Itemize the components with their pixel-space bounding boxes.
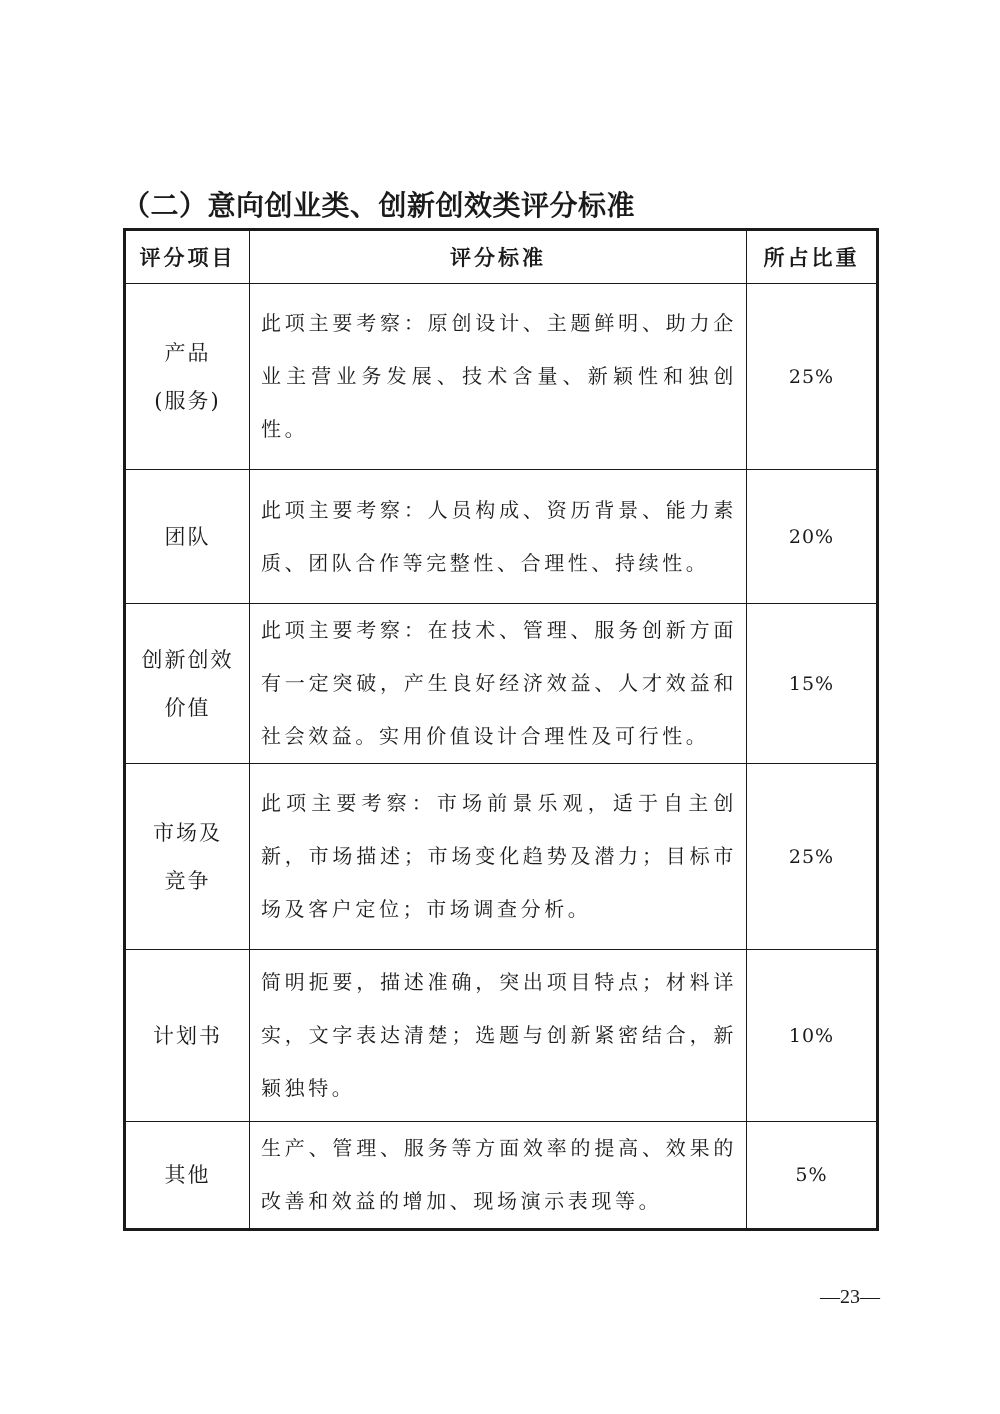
table-row xyxy=(125,604,878,764)
table-row xyxy=(125,764,878,950)
row-item-line: (服务) xyxy=(154,388,221,413)
row-weight: 5% xyxy=(747,1122,878,1230)
row-item-line: 价值 xyxy=(164,695,211,720)
table-row xyxy=(125,1122,878,1230)
row-item-line: 竞争 xyxy=(164,868,211,893)
table-row xyxy=(125,284,878,470)
row-criteria: 此项主要考察：人员构成、资历背景、能力素质、团队合作等完整性、合理性、持续性。 xyxy=(250,470,747,604)
row-item-line: 团队 xyxy=(164,524,211,549)
section-title: （二）意向创业类、创新创效类评分标准 xyxy=(122,189,636,222)
row-item xyxy=(125,284,250,470)
row-criteria: 此项主要考察：在技术、管理、服务创新方面有一定突破，产生良好经济效益、人才效益和社会效益。实用价值设计合理性及可行性。 xyxy=(250,604,747,764)
table-row xyxy=(125,470,878,604)
row-criteria: 此项主要考察：原创设计、主题鲜明、助力企业主营业务发展、技术含量、新颖性和独创性。 xyxy=(250,284,747,470)
row-weight: 25% xyxy=(747,284,878,470)
row-criteria: 生产、管理、服务等方面效率的提高、效果的改善和效益的增加、现场演示表现等。 xyxy=(250,1122,747,1230)
scoring-table xyxy=(123,228,879,1231)
row-item-line: 产品 xyxy=(164,340,211,365)
row-weight: 10% xyxy=(747,950,878,1122)
header-criteria: 评分标准 xyxy=(250,230,747,284)
row-item-line: 创新创效 xyxy=(141,647,234,672)
row-item xyxy=(125,604,250,764)
header-weight: 所占比重 xyxy=(747,230,878,284)
table-header-row xyxy=(125,230,878,284)
row-criteria: 此项主要考察：市场前景乐观，适于自主创新，市场描述；市场变化趋势及潜力；目标市场及客户定位；市场调查分析。 xyxy=(250,764,747,950)
row-item-line: 市场及 xyxy=(153,820,222,845)
row-item xyxy=(125,470,250,604)
row-item xyxy=(125,1122,250,1230)
row-weight: 15% xyxy=(747,604,878,764)
header-item: 评分项目 xyxy=(125,230,250,284)
table-row xyxy=(125,950,878,1122)
row-item xyxy=(125,950,250,1122)
row-item-line: 其他 xyxy=(164,1163,211,1187)
row-weight: 25% xyxy=(747,764,878,950)
page-number: —23— xyxy=(820,1286,880,1308)
row-item xyxy=(125,764,250,950)
row-weight: 20% xyxy=(747,470,878,604)
row-criteria: 简明扼要，描述准确，突出项目特点；材料详实，文字表达清楚；选题与创新紧密结合，新颖独特。 xyxy=(250,950,747,1122)
row-item-line: 计划书 xyxy=(153,1023,222,1048)
